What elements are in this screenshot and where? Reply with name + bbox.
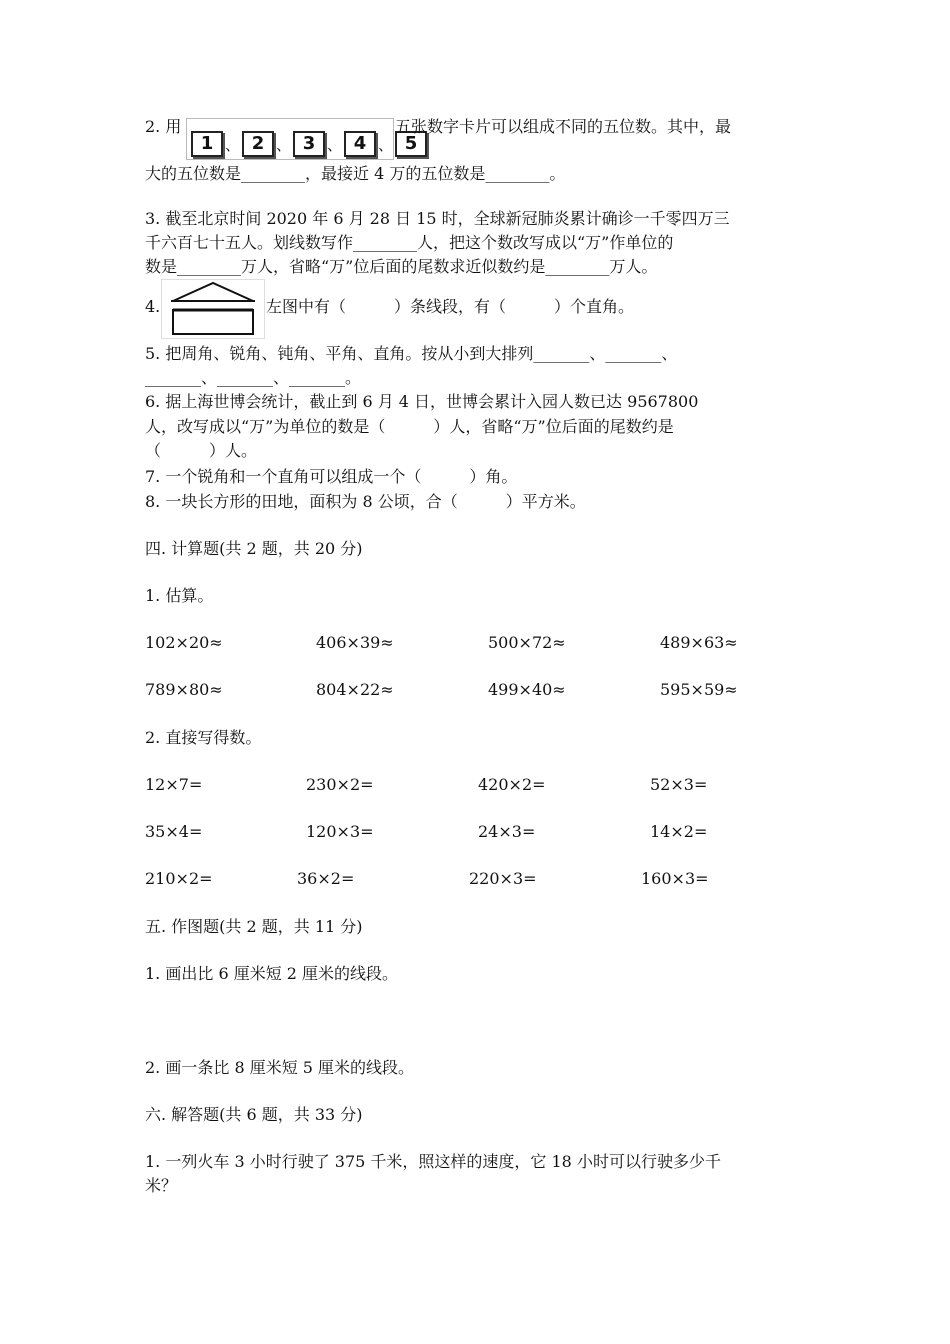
section5-title: 五. 作图题(共 2 题，共 11 分) [145,917,363,936]
estimate-item: 804×22≈ [316,680,394,699]
draw-q1: 1. 画出比 6 厘米短 2 厘米的线段。 [145,964,399,983]
direct-calc-item: 36×2= [297,869,355,888]
roof-rectangle-figure [161,279,265,339]
q3-line3: 数是________万人，省略“万”位后面的尾数求近似数约是________万人。 [145,257,658,276]
q8-text: 8. 一块长方形的田地，面积为 8 公顷，合（ ）平方米。 [145,492,586,511]
q5-line1: 5. 把周角、锐角、钝角、平角、直角。按从小到大排列_______、_______、 [145,344,678,363]
draw-q2: 2. 画一条比 8 厘米短 5 厘米的线段。 [145,1058,415,1077]
q3-line2: 千六百七十五人。划线数写作________人，把这个数改写成以“万”作单位的 [145,233,674,252]
estimate-item: 499×40≈ [488,680,566,699]
direct-calc-item: 52×3= [650,775,708,794]
q2-prefix: 2. 用 [145,117,182,136]
q7-text: 7. 一个锐角和一个直角可以组成一个（ ）角。 [145,467,518,486]
q4-text: 左图中有（ ）条线段，有（ ）个直角。 [266,297,635,316]
direct-calc-item: 12×7= [145,775,203,794]
estimate-item: 406×39≈ [316,633,394,652]
direct-calc-item: 120×3= [306,822,374,841]
number-card-3: 3 [293,131,325,157]
number-card-4: 4 [344,131,376,157]
direct-calc-item: 220×3= [469,869,537,888]
answer-q1-line2: 米？ [145,1176,178,1195]
estimate-item: 489×63≈ [660,633,738,652]
estimate-item: 789×80≈ [145,680,223,699]
answer-q1-line1: 1. 一列火车 3 小时行驶了 375 千米，照这样的速度，它 18 小时可以行驶多少千 [145,1152,721,1171]
section6-title: 六. 解答题(共 6 题，共 33 分) [145,1105,363,1124]
number-card-5: 5 [395,131,427,157]
estimate-item: 102×20≈ [145,633,223,652]
q2-text: 五张数字卡片可以组成不同的五位数。其中，最 [395,117,732,136]
card-separator: 、 [378,135,394,154]
direct-calc-item: 14×2= [650,822,708,841]
card-separator: 、 [276,135,292,154]
q5-line2: _______、_______、_______。 [145,368,362,387]
direct-calc-item: 160×3= [641,869,709,888]
q6-line1: 6. 据上海世博会统计，截止到 6 月 4 日，世博会累计入园人数已达 9567800 [145,392,699,411]
number-cards-image [186,118,418,160]
direct-calc-item: 230×2= [306,775,374,794]
number-card-2: 2 [242,131,274,157]
section4-title: 四. 计算题(共 2 题，共 20 分) [145,539,363,558]
q6-line2: 人，改写成以“万”为单位的数是（ ）人，省略“万”位后面的尾数约是 [145,417,674,436]
direct-calc-item: 210×2= [145,869,213,888]
card-separator: 、 [327,135,343,154]
number-card-1: 1 [191,131,223,157]
estimate-item: 595×59≈ [660,680,738,699]
q3-line1: 3. 截至北京时间 2020 年 6 月 28 日 15 时，全球新冠肺炎累计确诊一千零四万三 [145,209,730,228]
direct-calc-item: 24×3= [478,822,536,841]
estimate-item: 500×72≈ [488,633,566,652]
estimate-title: 1. 估算。 [145,586,214,605]
q2-line2: 大的五位数是________，最接近 4 万的五位数是________。 [145,164,566,183]
direct-calc-item: 420×2= [478,775,546,794]
card-separator: 、 [225,135,241,154]
direct-calc-title: 2. 直接写得数。 [145,728,262,747]
direct-calc-item: 35×4= [145,822,203,841]
q6-line3: （ ）人。 [145,441,258,460]
q4-prefix: 4. [145,297,161,316]
